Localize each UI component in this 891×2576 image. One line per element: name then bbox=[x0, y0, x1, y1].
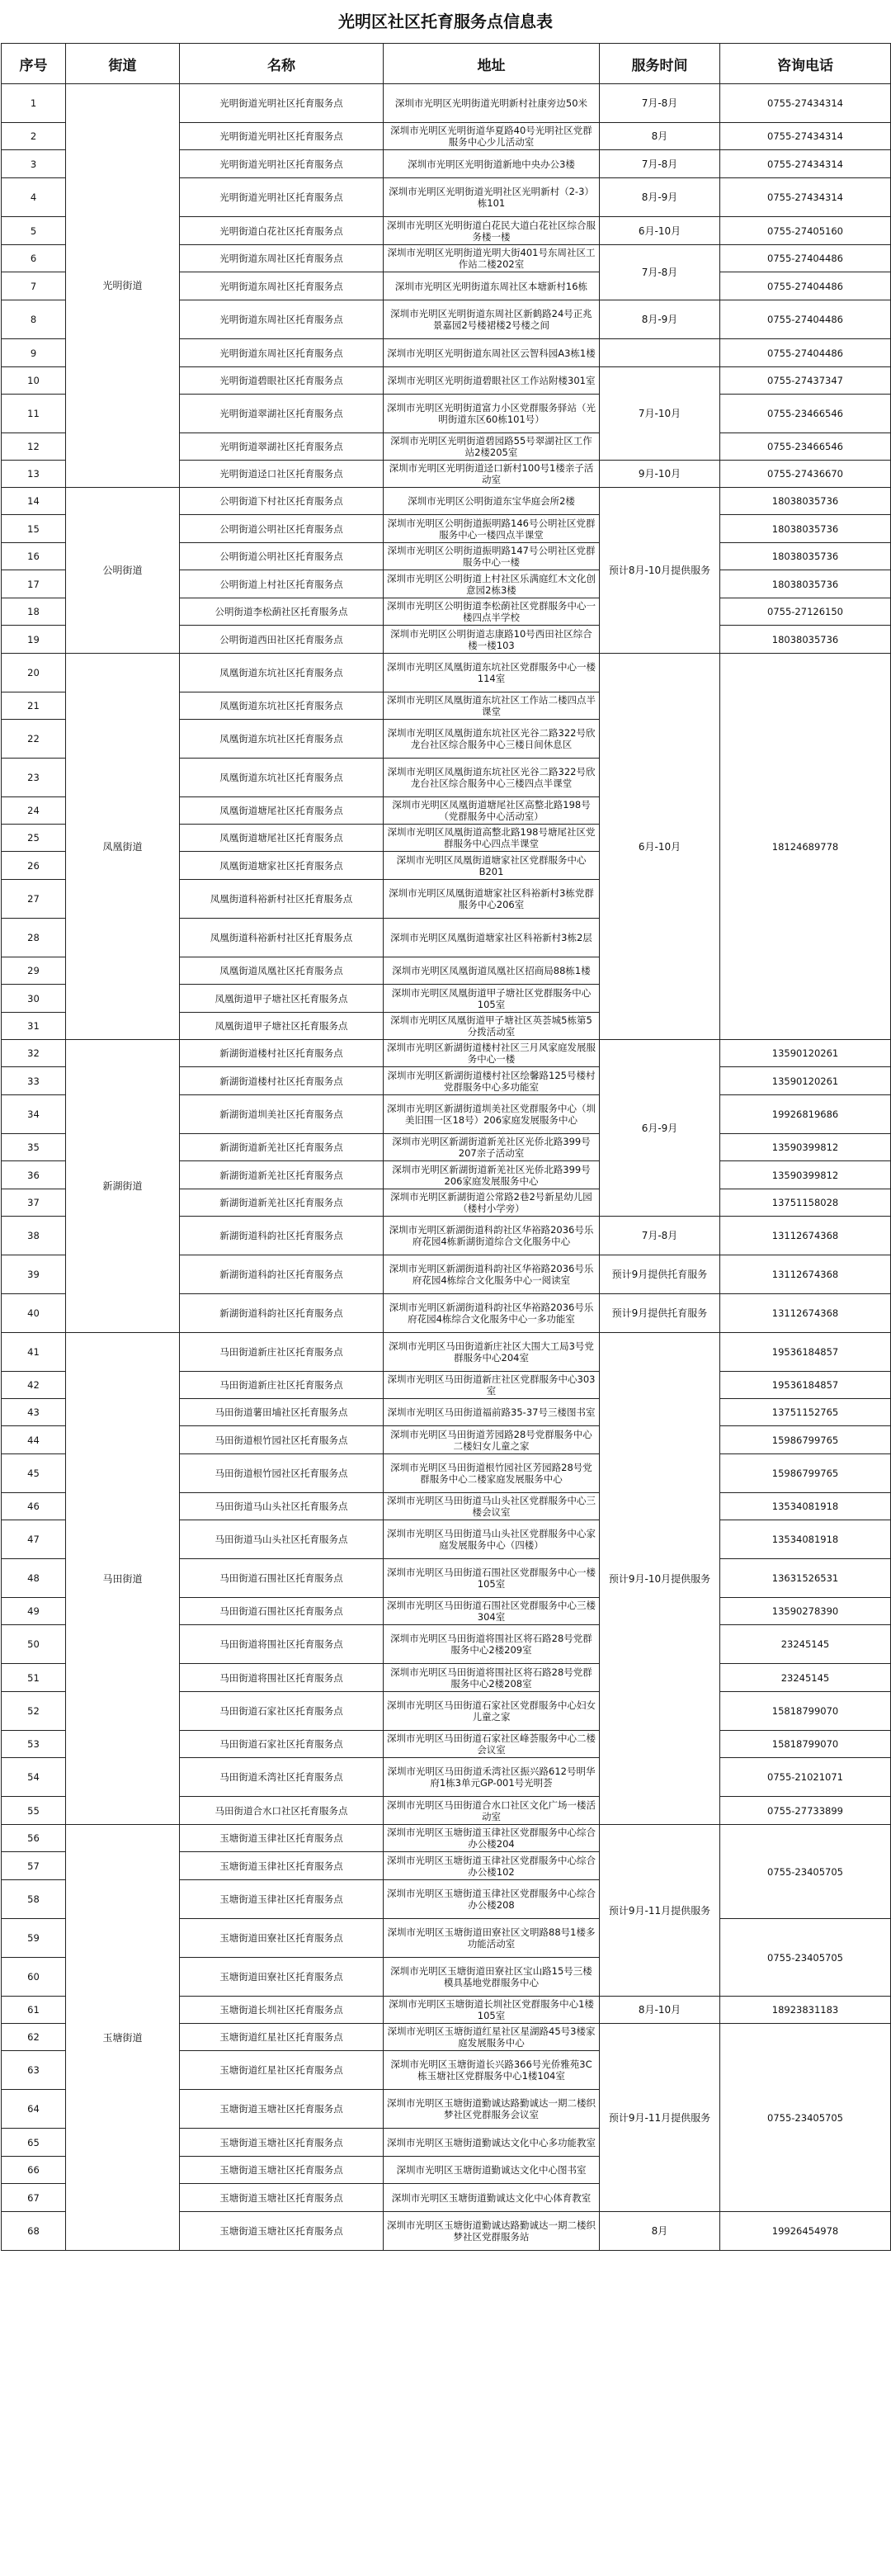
cell-address: 深圳市光明区光明街道新地中央办公3楼 bbox=[384, 150, 600, 178]
table-row bbox=[2, 1333, 891, 1372]
cell-address: 深圳市光明区光明街道白花民大道白花社区综合服务楼一楼 bbox=[384, 217, 600, 245]
cell-address: 深圳市光明区马田街道马山头社区党群服务中心三楼会议室 bbox=[384, 1493, 600, 1520]
cell-no: 34 bbox=[2, 1095, 66, 1134]
cell-address: 深圳市光明区玉塘街道勤诚达路勤诚达一期二楼织梦社区党群服务会议室 bbox=[384, 2090, 600, 2129]
cell-no: 54 bbox=[2, 1758, 66, 1797]
cell-address: 深圳市光明区马田街道合水口社区文化广场一楼活动室 bbox=[384, 1797, 600, 1825]
cell-address: 深圳市光明区新湖街道新羌社区光侨北路399号207亲子活动室 bbox=[384, 1134, 600, 1161]
cell-address: 深圳市光明区马田街道将围社区将石路28号党群服务中心2楼208室 bbox=[384, 1664, 600, 1692]
cell-no: 38 bbox=[2, 1217, 66, 1255]
cell-address: 深圳市光明区光明街道华夏路40号光明社区党群服务中心少儿活动室 bbox=[384, 123, 600, 150]
cell-name: 玉塘街道田寮社区托育服务点 bbox=[180, 1919, 384, 1958]
cell-name: 凤凰街道东坑社区托育服务点 bbox=[180, 759, 384, 797]
cell-no: 12 bbox=[2, 433, 66, 461]
cell-no: 17 bbox=[2, 570, 66, 598]
cell-name: 马田街道马山头社区托育服务点 bbox=[180, 1493, 384, 1520]
cell-no: 22 bbox=[2, 720, 66, 759]
cell-name: 光明街道东周社区托育服务点 bbox=[180, 245, 384, 272]
cell-service-time: 9月-10月 bbox=[600, 461, 720, 488]
cell-phone: 13590120261 bbox=[720, 1040, 891, 1067]
cell-address: 深圳市光明区玉塘街道红星社区星湖路45号3楼家庭发展服务中心 bbox=[384, 2024, 600, 2051]
cell-name: 新湖街道新羌社区托育服务点 bbox=[180, 1134, 384, 1161]
cell-name: 玉塘街道玉塘社区托育服务点 bbox=[180, 2157, 384, 2184]
cell-phone: 0755-27733899 bbox=[720, 1797, 891, 1825]
cell-no: 44 bbox=[2, 1426, 66, 1454]
cell-phone: 18038035736 bbox=[720, 515, 891, 543]
cell-no: 27 bbox=[2, 880, 66, 919]
table-row bbox=[2, 654, 891, 692]
cell-address: 深圳市光明区光明街道东周社区本塘新村16栋 bbox=[384, 272, 600, 300]
cell-service-time: 8月-10月 bbox=[600, 1997, 720, 2024]
cell-phone: 0755-23466546 bbox=[720, 433, 891, 461]
cell-phone: 13590399812 bbox=[720, 1161, 891, 1189]
cell-no: 65 bbox=[2, 2129, 66, 2157]
cell-service-time: 8月-9月 bbox=[600, 300, 720, 339]
cell-name: 马田街道石家社区托育服务点 bbox=[180, 1692, 384, 1731]
cell-service-time: 预计9月-11月提供服务 bbox=[600, 1825, 720, 1997]
cell-name: 光明街道翠湖社区托育服务点 bbox=[180, 433, 384, 461]
cell-name: 玉塘街道玉塘社区托育服务点 bbox=[180, 2184, 384, 2212]
cell-address: 深圳市光明区光明街道光明大街401号东周社区工作站二楼202室 bbox=[384, 245, 600, 272]
cell-address: 深圳市光明区光明街道碧园路55号翠湖社区工作站2楼205室 bbox=[384, 433, 600, 461]
cell-phone: 13631526531 bbox=[720, 1559, 891, 1598]
cell-address: 深圳市光明区玉塘街道长兴路366号光侨雅苑3C栋玉塘社区党群服务中心1楼104室 bbox=[384, 2051, 600, 2090]
cell-no: 68 bbox=[2, 2212, 66, 2251]
cell-phone: 18124689778 bbox=[720, 654, 891, 1040]
cell-phone: 19926454978 bbox=[720, 2212, 891, 2251]
cell-no: 19 bbox=[2, 626, 66, 654]
cell-no: 57 bbox=[2, 1852, 66, 1880]
cell-address: 深圳市光明区玉塘街道勤诚达文化中心多功能教室 bbox=[384, 2129, 600, 2157]
cell-phone: 13534081918 bbox=[720, 1493, 891, 1520]
cell-no: 41 bbox=[2, 1333, 66, 1372]
cell-phone: 0755-27404486 bbox=[720, 272, 891, 300]
cell-no: 66 bbox=[2, 2157, 66, 2184]
cell-address: 深圳市光明区新湖街道科韵社区华裕路2036号乐府花园4栋综合文化服务中心一多功能室 bbox=[384, 1294, 600, 1333]
cell-address: 深圳市光明区马田街道石围社区党群服务中心三楼304室 bbox=[384, 1598, 600, 1625]
cell-no: 26 bbox=[2, 852, 66, 880]
cell-phone: 13751152765 bbox=[720, 1399, 891, 1426]
cell-no: 24 bbox=[2, 797, 66, 825]
cell-phone: 13590399812 bbox=[720, 1134, 891, 1161]
cell-address: 深圳市光明区新湖街道科韵社区华裕路2036号乐府花园4栋综合文化服务中心一阅读室 bbox=[384, 1255, 600, 1294]
cell-address: 深圳市光明区凤凰街道东坑社区光谷二路322号欣龙台社区综合服务中心三楼四点半课堂 bbox=[384, 759, 600, 797]
cell-name: 马田街道禾湾社区托育服务点 bbox=[180, 1758, 384, 1797]
cell-phone: 0755-21021071 bbox=[720, 1758, 891, 1797]
cell-service-time: 预计8月-10月提供服务 bbox=[600, 488, 720, 654]
cell-address: 深圳市光明区公明街道李松蓢社区党群服务中心一楼四点半学校 bbox=[384, 598, 600, 626]
cell-name: 马田街道石家社区托育服务点 bbox=[180, 1731, 384, 1758]
cell-address: 深圳市光明区凤凰街道高整北路198号塘尾社区党群服务中心四点半课堂 bbox=[384, 825, 600, 852]
table-row bbox=[2, 84, 891, 123]
cell-name: 新湖街道圳美社区托育服务点 bbox=[180, 1095, 384, 1134]
cell-no: 36 bbox=[2, 1161, 66, 1189]
cell-address: 深圳市光明区光明街道东周社区云智科园A3栋1楼 bbox=[384, 339, 600, 367]
header-phone: 咨询电话 bbox=[720, 44, 891, 84]
cell-address: 深圳市光明区新湖街道圳美社区党群服务中心（圳美旧围一区18号）206家庭发展服务中心 bbox=[384, 1095, 600, 1134]
cell-no: 4 bbox=[2, 178, 66, 217]
cell-no: 29 bbox=[2, 957, 66, 985]
page-title: 光明区社区托育服务点信息表 bbox=[338, 12, 553, 31]
cell-name: 马田街道石围社区托育服务点 bbox=[180, 1559, 384, 1598]
cell-no: 59 bbox=[2, 1919, 66, 1958]
table-row bbox=[2, 488, 891, 515]
cell-name: 玉塘街道玉律社区托育服务点 bbox=[180, 1852, 384, 1880]
cell-name: 新湖街道楼村社区托育服务点 bbox=[180, 1067, 384, 1095]
cell-no: 23 bbox=[2, 759, 66, 797]
cell-phone: 13112674368 bbox=[720, 1294, 891, 1333]
cell-no: 40 bbox=[2, 1294, 66, 1333]
cell-no: 15 bbox=[2, 515, 66, 543]
cell-street: 玉塘街道 bbox=[66, 1825, 180, 2251]
cell-service-time: 8月 bbox=[600, 2212, 720, 2251]
cell-name: 凤凰街道凤凰社区托育服务点 bbox=[180, 957, 384, 985]
cell-phone: 13112674368 bbox=[720, 1217, 891, 1255]
cell-name: 光明街道光明社区托育服务点 bbox=[180, 150, 384, 178]
cell-service-time: 预计9月提供托育服务 bbox=[600, 1294, 720, 1333]
cell-street: 公明街道 bbox=[66, 488, 180, 654]
cell-no: 61 bbox=[2, 1997, 66, 2024]
cell-phone: 0755-27436670 bbox=[720, 461, 891, 488]
cell-no: 51 bbox=[2, 1664, 66, 1692]
cell-address: 深圳市光明区玉塘街道玉律社区党群服务中心综合办公楼204 bbox=[384, 1825, 600, 1852]
cell-address: 深圳市光明区玉塘街道长圳社区党群服务中心1楼105室 bbox=[384, 1997, 600, 2024]
cell-no: 33 bbox=[2, 1067, 66, 1095]
table-row bbox=[2, 1040, 891, 1067]
cell-no: 67 bbox=[2, 2184, 66, 2212]
cell-name: 公明街道上村社区托育服务点 bbox=[180, 570, 384, 598]
cell-phone: 19536184857 bbox=[720, 1333, 891, 1372]
cell-name: 玉塘街道玉塘社区托育服务点 bbox=[180, 2212, 384, 2251]
cell-phone: 18038035736 bbox=[720, 543, 891, 570]
cell-phone: 0755-27404486 bbox=[720, 339, 891, 367]
cell-no: 1 bbox=[2, 84, 66, 123]
cell-name: 凤凰街道东坑社区托育服务点 bbox=[180, 720, 384, 759]
cell-name: 光明街道翠湖社区托育服务点 bbox=[180, 395, 384, 433]
cell-name: 光明街道光明社区托育服务点 bbox=[180, 123, 384, 150]
cell-no: 56 bbox=[2, 1825, 66, 1852]
cell-name: 马田街道合水口社区托育服务点 bbox=[180, 1797, 384, 1825]
header-service-time: 服务时间 bbox=[600, 44, 720, 84]
cell-name: 公明街道西田社区托育服务点 bbox=[180, 626, 384, 654]
cell-phone: 15818799070 bbox=[720, 1692, 891, 1731]
cell-no: 28 bbox=[2, 919, 66, 957]
table-body bbox=[2, 84, 891, 2251]
cell-no: 5 bbox=[2, 217, 66, 245]
cell-phone: 13751158028 bbox=[720, 1189, 891, 1217]
cell-phone: 19536184857 bbox=[720, 1372, 891, 1399]
cell-name: 新湖街道楼村社区托育服务点 bbox=[180, 1040, 384, 1067]
cell-service-time: 6月-9月 bbox=[600, 1040, 720, 1217]
cell-no: 3 bbox=[2, 150, 66, 178]
cell-address: 深圳市光明区光明街道光明新村社康旁边50米 bbox=[384, 84, 600, 123]
cell-no: 39 bbox=[2, 1255, 66, 1294]
cell-service-time: 7月-8月 bbox=[600, 150, 720, 178]
cell-no: 45 bbox=[2, 1454, 66, 1493]
cell-name: 凤凰街道塘尾社区托育服务点 bbox=[180, 825, 384, 852]
cell-name: 光明街道东周社区托育服务点 bbox=[180, 272, 384, 300]
cell-address: 深圳市光明区公明街道志康路10号西田社区综合楼一楼103 bbox=[384, 626, 600, 654]
cell-no: 11 bbox=[2, 395, 66, 433]
cell-no: 18 bbox=[2, 598, 66, 626]
cell-phone: 0755-23405705 bbox=[720, 1825, 891, 1919]
cell-address: 深圳市光明区光明街道光明社区光明新村（2-3）栋101 bbox=[384, 178, 600, 217]
cell-name: 公明街道下村社区托育服务点 bbox=[180, 488, 384, 515]
cell-no: 13 bbox=[2, 461, 66, 488]
cell-address: 深圳市光明区凤凰街道甲子塘社区英荟城5栋第5分拨活动室 bbox=[384, 1013, 600, 1040]
cell-address: 深圳市光明区光明街道富力小区党群服务驿站（光明街道东区60栋101号） bbox=[384, 395, 600, 433]
cell-phone: 23245145 bbox=[720, 1664, 891, 1692]
cell-no: 21 bbox=[2, 692, 66, 720]
cell-name: 光明街道白花社区托育服务点 bbox=[180, 217, 384, 245]
header-name: 名称 bbox=[180, 44, 384, 84]
cell-name: 玉塘街道玉塘社区托育服务点 bbox=[180, 2090, 384, 2129]
cell-name: 光明街道迳口社区托育服务点 bbox=[180, 461, 384, 488]
cell-address: 深圳市光明区新湖街道科韵社区华裕路2036号乐府花园4栋新湖街道综合文化服务中心 bbox=[384, 1217, 600, 1255]
cell-name: 光明街道碧眼社区托育服务点 bbox=[180, 367, 384, 395]
cell-no: 30 bbox=[2, 985, 66, 1013]
cell-no: 46 bbox=[2, 1493, 66, 1520]
cell-address: 深圳市光明区凤凰街道塘家社区科裕新村3栋2层 bbox=[384, 919, 600, 957]
cell-no: 43 bbox=[2, 1399, 66, 1426]
cell-no: 2 bbox=[2, 123, 66, 150]
cell-phone: 0755-27404486 bbox=[720, 245, 891, 272]
cell-name: 光明街道光明社区托育服务点 bbox=[180, 84, 384, 123]
cell-name: 凤凰街道东坑社区托育服务点 bbox=[180, 692, 384, 720]
cell-name: 公明街道李松蓢社区托育服务点 bbox=[180, 598, 384, 626]
cell-no: 58 bbox=[2, 1880, 66, 1919]
cell-street: 新湖街道 bbox=[66, 1040, 180, 1333]
cell-address: 深圳市光明区玉塘街道田寮社区宝山路15号三楼模具基地党群服务中心 bbox=[384, 1958, 600, 1997]
cell-no: 62 bbox=[2, 2024, 66, 2051]
cell-address: 深圳市光明区凤凰街道凤凰社区招商局88栋1楼 bbox=[384, 957, 600, 985]
cell-no: 64 bbox=[2, 2090, 66, 2129]
cell-name: 凤凰街道塘家社区托育服务点 bbox=[180, 852, 384, 880]
cell-address: 深圳市光明区新湖街道公常路2巷2号新星幼儿园（楼村小学旁） bbox=[384, 1189, 600, 1217]
cell-phone: 0755-27434314 bbox=[720, 123, 891, 150]
cell-no: 37 bbox=[2, 1189, 66, 1217]
cell-phone: 0755-27434314 bbox=[720, 84, 891, 123]
cell-name: 马田街道根竹园社区托育服务点 bbox=[180, 1454, 384, 1493]
cell-name: 玉塘街道玉律社区托育服务点 bbox=[180, 1880, 384, 1919]
cell-address: 深圳市光明区马田街道芳园路28号党群服务中心二楼妇女儿童之家 bbox=[384, 1426, 600, 1454]
cell-phone: 15986799765 bbox=[720, 1426, 891, 1454]
cell-no: 53 bbox=[2, 1731, 66, 1758]
cell-phone: 19926819686 bbox=[720, 1095, 891, 1134]
cell-phone: 13112674368 bbox=[720, 1255, 891, 1294]
cell-no: 55 bbox=[2, 1797, 66, 1825]
cell-phone: 0755-23405705 bbox=[720, 1919, 891, 1997]
cell-phone: 0755-27126150 bbox=[720, 598, 891, 626]
cell-no: 49 bbox=[2, 1598, 66, 1625]
cell-phone: 0755-23405705 bbox=[720, 2024, 891, 2212]
cell-address: 深圳市光明区光明街道碧眼社区工作站附楼301室 bbox=[384, 367, 600, 395]
cell-no: 35 bbox=[2, 1134, 66, 1161]
cell-address: 深圳市光明区凤凰街道甲子塘社区党群服务中心105室 bbox=[384, 985, 600, 1013]
header-address: 地址 bbox=[384, 44, 600, 84]
cell-name: 公明街道公明社区托育服务点 bbox=[180, 515, 384, 543]
cell-name: 凤凰街道甲子塘社区托育服务点 bbox=[180, 985, 384, 1013]
cell-address: 深圳市光明区马田街道石围社区党群服务中心一楼105室 bbox=[384, 1559, 600, 1598]
cell-no: 10 bbox=[2, 367, 66, 395]
cell-name: 马田街道新庄社区托育服务点 bbox=[180, 1372, 384, 1399]
cell-address: 深圳市光明区公明街道东宝华庭会所2楼 bbox=[384, 488, 600, 515]
cell-no: 48 bbox=[2, 1559, 66, 1598]
cell-name: 新湖街道新羌社区托育服务点 bbox=[180, 1189, 384, 1217]
cell-address: 深圳市光明区凤凰街道东坑社区光谷二路322号欣龙台社区综合服务中心三楼日间休息区 bbox=[384, 720, 600, 759]
cell-phone: 0755-27434314 bbox=[720, 150, 891, 178]
cell-address: 深圳市光明区马田街道马山头社区党群服务中心家庭发展服务中心（四楼） bbox=[384, 1520, 600, 1559]
cell-phone: 0755-27437347 bbox=[720, 367, 891, 395]
cell-address: 深圳市光明区新湖街道新羌社区光侨北路399号206家庭发展服务中心 bbox=[384, 1161, 600, 1189]
cell-name: 玉塘街道田寮社区托育服务点 bbox=[180, 1958, 384, 1997]
cell-name: 马田街道石围社区托育服务点 bbox=[180, 1598, 384, 1625]
cell-address: 深圳市光明区玉塘街道玉律社区党群服务中心综合办公楼102 bbox=[384, 1852, 600, 1880]
cell-service-time: 6月-10月 bbox=[600, 654, 720, 1040]
cell-address: 深圳市光明区马田街道石家社区党群服务中心妇女儿童之家 bbox=[384, 1692, 600, 1731]
table-header-row bbox=[2, 44, 891, 84]
cell-no: 6 bbox=[2, 245, 66, 272]
cell-address: 深圳市光明区凤凰街道塘家社区党群服务中心B201 bbox=[384, 852, 600, 880]
cell-service-time: 7月-10月 bbox=[600, 367, 720, 461]
cell-service-time: 7月-8月 bbox=[600, 1217, 720, 1255]
cell-no: 50 bbox=[2, 1625, 66, 1664]
cell-name: 新湖街道新羌社区托育服务点 bbox=[180, 1161, 384, 1189]
cell-service-time: 8月-9月 bbox=[600, 178, 720, 217]
cell-address: 深圳市光明区公明街道振明路146号公明社区党群服务中心一楼四点半课堂 bbox=[384, 515, 600, 543]
cell-no: 42 bbox=[2, 1372, 66, 1399]
cell-no: 20 bbox=[2, 654, 66, 692]
cell-address: 深圳市光明区马田街道石家社区峰荟服务中心二楼会议室 bbox=[384, 1731, 600, 1758]
cell-service-time: 7月-8月 bbox=[600, 84, 720, 123]
cell-no: 14 bbox=[2, 488, 66, 515]
cell-street: 光明街道 bbox=[66, 84, 180, 488]
cell-address: 深圳市光明区凤凰街道塘尾社区高整北路198号（党群服务中心活动室） bbox=[384, 797, 600, 825]
cell-service-time: 预计9月-10月提供服务 bbox=[600, 1333, 720, 1825]
cell-address: 深圳市光明区玉塘街道勤诚达文化中心图书室 bbox=[384, 2157, 600, 2184]
cell-address: 深圳市光明区玉塘街道玉律社区党群服务中心综合办公楼208 bbox=[384, 1880, 600, 1919]
cell-name: 凤凰街道塘尾社区托育服务点 bbox=[180, 797, 384, 825]
cell-address: 深圳市光明区马田街道根竹园社区芳园路28号党群服务中心二楼家庭发展服务中心 bbox=[384, 1454, 600, 1493]
cell-name: 新湖街道科韵社区托育服务点 bbox=[180, 1255, 384, 1294]
cell-name: 马田街道将围社区托育服务点 bbox=[180, 1625, 384, 1664]
cell-service-time: 7月-8月 bbox=[600, 245, 720, 300]
cell-address: 深圳市光明区玉塘街道田寮社区文明路88号1楼多功能活动室 bbox=[384, 1919, 600, 1958]
cell-service-time: 6月-10月 bbox=[600, 217, 720, 245]
cell-phone: 13534081918 bbox=[720, 1520, 891, 1559]
cell-address: 深圳市光明区新湖街道楼村社区三月风家庭发展服务中心一楼 bbox=[384, 1040, 600, 1067]
cell-name: 凤凰街道科裕新村社区托育服务点 bbox=[180, 880, 384, 919]
cell-phone: 18038035736 bbox=[720, 626, 891, 654]
cell-phone: 15986799765 bbox=[720, 1454, 891, 1493]
cell-phone: 0755-27434314 bbox=[720, 178, 891, 217]
cell-name: 凤凰街道东坑社区托育服务点 bbox=[180, 654, 384, 692]
cell-address: 深圳市光明区公明街道上村社区乐满庭红木文化创意园2栋3楼 bbox=[384, 570, 600, 598]
cell-address: 深圳市光明区玉塘街道勤诚达路勤诚达一期二楼织梦社区党群服务站 bbox=[384, 2212, 600, 2251]
cell-address: 深圳市光明区凤凰街道塘家社区科裕新村3栋党群服务中心206室 bbox=[384, 880, 600, 919]
cell-name: 玉塘街道长圳社区托育服务点 bbox=[180, 1997, 384, 2024]
cell-no: 9 bbox=[2, 339, 66, 367]
cell-address: 深圳市光明区马田街道新庄社区党群服务中心303室 bbox=[384, 1372, 600, 1399]
cell-service-time: 预计9月-11月提供服务 bbox=[600, 2024, 720, 2212]
cell-phone: 13590278390 bbox=[720, 1598, 891, 1625]
cell-no: 25 bbox=[2, 825, 66, 852]
cell-name: 凤凰街道甲子塘社区托育服务点 bbox=[180, 1013, 384, 1040]
cell-phone: 18038035736 bbox=[720, 488, 891, 515]
cell-name: 光明街道东周社区托育服务点 bbox=[180, 300, 384, 339]
cell-no: 32 bbox=[2, 1040, 66, 1067]
header-no: 序号 bbox=[2, 44, 66, 84]
cell-phone: 15818799070 bbox=[720, 1731, 891, 1758]
cell-no: 47 bbox=[2, 1520, 66, 1559]
cell-name: 马田街道薯田埔社区托育服务点 bbox=[180, 1399, 384, 1426]
cell-address: 深圳市光明区凤凰街道东坑社区工作站二楼四点半课堂 bbox=[384, 692, 600, 720]
cell-name: 玉塘街道玉律社区托育服务点 bbox=[180, 1825, 384, 1852]
cell-name: 马田街道根竹园社区托育服务点 bbox=[180, 1426, 384, 1454]
cell-no: 60 bbox=[2, 1958, 66, 1997]
cell-no: 8 bbox=[2, 300, 66, 339]
cell-service-time: 8月 bbox=[600, 123, 720, 150]
cell-service-time bbox=[600, 339, 720, 367]
cell-address: 深圳市光明区凤凰街道东坑社区党群服务中心一楼114室 bbox=[384, 654, 600, 692]
cell-name: 光明街道光明社区托育服务点 bbox=[180, 178, 384, 217]
cell-name: 新湖街道科韵社区托育服务点 bbox=[180, 1217, 384, 1255]
cell-address: 深圳市光明区马田街道禾湾社区振兴路612号明华府1栋3单元GP-001号光明荟 bbox=[384, 1758, 600, 1797]
cell-address: 深圳市光明区光明街道迳口新村100号1楼亲子活动室 bbox=[384, 461, 600, 488]
cell-address: 深圳市光明区马田街道福前路35-37号三楼图书室 bbox=[384, 1399, 600, 1426]
cell-name: 玉塘街道红星社区托育服务点 bbox=[180, 2051, 384, 2090]
header-street: 街道 bbox=[66, 44, 180, 84]
cell-street: 凤凰街道 bbox=[66, 654, 180, 1040]
cell-phone: 18923831183 bbox=[720, 1997, 891, 2024]
cell-phone: 0755-27404486 bbox=[720, 300, 891, 339]
cell-name: 马田街道将围社区托育服务点 bbox=[180, 1664, 384, 1692]
cell-address: 深圳市光明区马田街道将围社区将石路28号党群服务中心2楼209室 bbox=[384, 1625, 600, 1664]
cell-name: 玉塘街道红星社区托育服务点 bbox=[180, 2024, 384, 2051]
cell-address: 深圳市光明区光明街道东周社区新鹤路24号正兆景嘉园2号楼裙楼2号楼之间 bbox=[384, 300, 600, 339]
cell-address: 深圳市光明区玉塘街道勤诚达文化中心体育教室 bbox=[384, 2184, 600, 2212]
cell-address: 深圳市光明区新湖街道楼村社区绘馨路125号楼村党群服务中心多功能室 bbox=[384, 1067, 600, 1095]
cell-address: 深圳市光明区马田街道新庄社区大围大工局3号党群服务中心204室 bbox=[384, 1333, 600, 1372]
cell-name: 马田街道新庄社区托育服务点 bbox=[180, 1333, 384, 1372]
cell-phone: 23245145 bbox=[720, 1625, 891, 1664]
service-points-table bbox=[1, 43, 891, 2251]
table-row bbox=[2, 1825, 891, 1852]
cell-phone: 0755-27405160 bbox=[720, 217, 891, 245]
cell-phone: 18038035736 bbox=[720, 570, 891, 598]
cell-name: 马田街道马山头社区托育服务点 bbox=[180, 1520, 384, 1559]
cell-no: 7 bbox=[2, 272, 66, 300]
cell-no: 31 bbox=[2, 1013, 66, 1040]
cell-service-time: 预计9月提供托育服务 bbox=[600, 1255, 720, 1294]
cell-no: 63 bbox=[2, 2051, 66, 2090]
cell-no: 52 bbox=[2, 1692, 66, 1731]
cell-phone: 13590120261 bbox=[720, 1067, 891, 1095]
cell-name: 公明街道公明社区托育服务点 bbox=[180, 543, 384, 570]
cell-address: 深圳市光明区公明街道振明路147号公明社区党群服务中心一楼 bbox=[384, 543, 600, 570]
cell-street: 马田街道 bbox=[66, 1333, 180, 1825]
cell-name: 玉塘街道玉塘社区托育服务点 bbox=[180, 2129, 384, 2157]
cell-name: 凤凰街道科裕新村社区托育服务点 bbox=[180, 919, 384, 957]
cell-name: 光明街道东周社区托育服务点 bbox=[180, 339, 384, 367]
cell-name: 新湖街道科韵社区托育服务点 bbox=[180, 1294, 384, 1333]
cell-no: 16 bbox=[2, 543, 66, 570]
cell-phone: 0755-23466546 bbox=[720, 395, 891, 433]
